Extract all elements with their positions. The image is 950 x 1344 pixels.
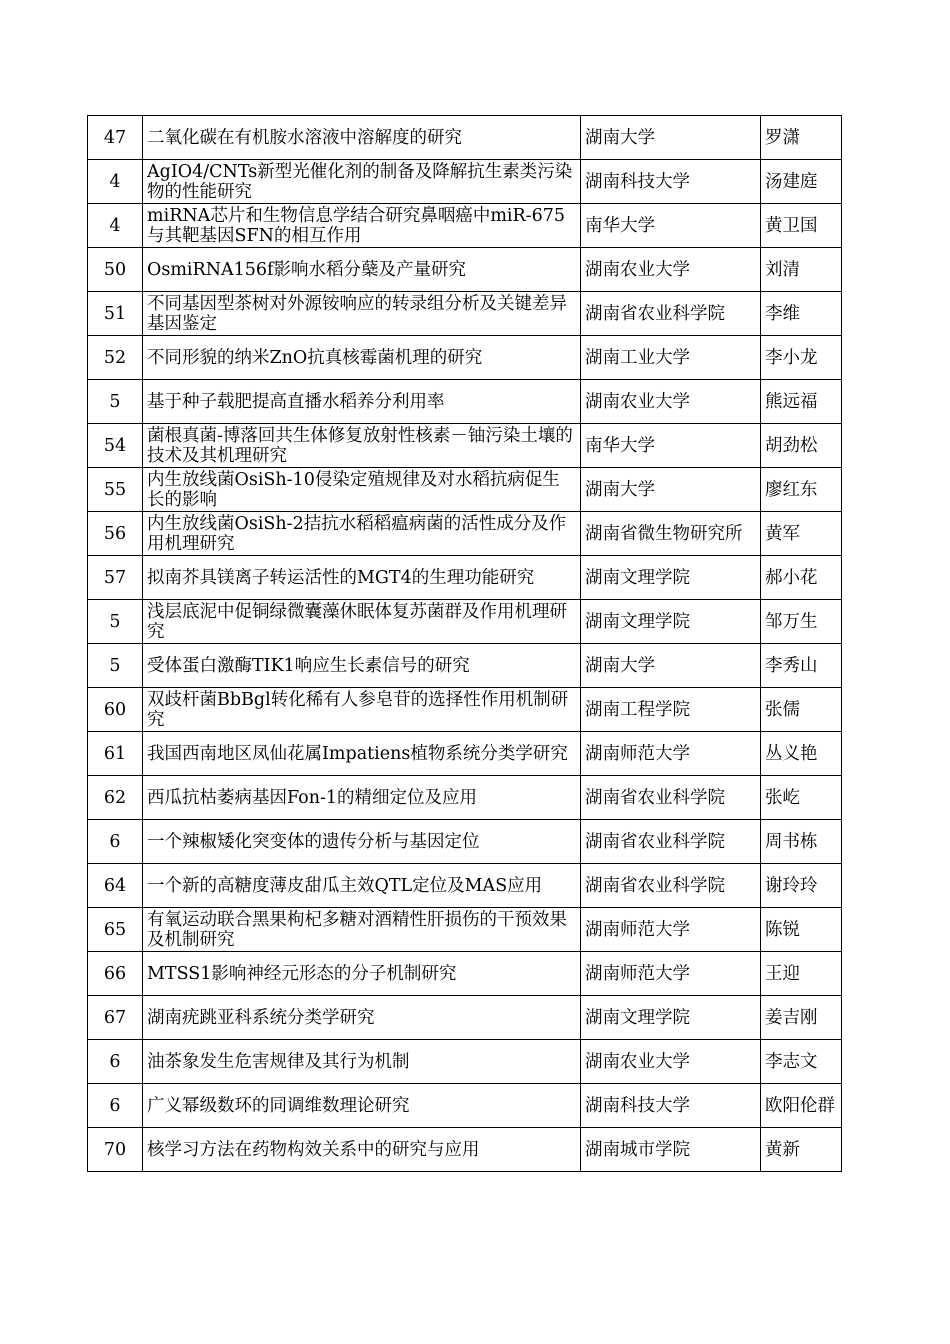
principal-investigator: 姜吉刚 bbox=[761, 996, 842, 1040]
row-number: 70 bbox=[88, 1128, 143, 1172]
project-title: OsmiRNA156f影响水稻分蘖及产量研究 bbox=[143, 248, 581, 292]
project-title: 有氧运动联合黑果枸杞多糖对酒精性肝损伤的干预效果及机制研究 bbox=[143, 908, 581, 952]
project-title: 拟南芥具镁离子转运活性的MGT4的生理功能研究 bbox=[143, 556, 581, 600]
principal-investigator: 欧阳伦群 bbox=[761, 1084, 842, 1128]
row-number: 61 bbox=[88, 732, 143, 776]
institution: 湖南文理学院 bbox=[581, 600, 761, 644]
table-row bbox=[88, 776, 842, 820]
principal-investigator: 谢玲玲 bbox=[761, 864, 842, 908]
project-title: miRNA芯片和生物信息学结合研究鼻咽癌中miR-675与其靶基因SFN的相互作用 bbox=[143, 204, 581, 248]
table-row bbox=[88, 644, 842, 688]
project-title: 广义幂级数环的同调维数理论研究 bbox=[143, 1084, 581, 1128]
principal-investigator: 熊远福 bbox=[761, 380, 842, 424]
project-title: 湖南疣跳亚科系统分类学研究 bbox=[143, 996, 581, 1040]
row-number: 54 bbox=[88, 424, 143, 468]
institution: 湖南科技大学 bbox=[581, 160, 761, 204]
institution: 湖南文理学院 bbox=[581, 996, 761, 1040]
table-row bbox=[88, 336, 842, 380]
table-row bbox=[88, 996, 842, 1040]
principal-investigator: 张儒 bbox=[761, 688, 842, 732]
institution: 南华大学 bbox=[581, 204, 761, 248]
row-number: 52 bbox=[88, 336, 143, 380]
project-title: 内生放线菌OsiSh-10侵染定殖规律及对水稻抗病促生长的影响 bbox=[143, 468, 581, 512]
institution: 湖南农业大学 bbox=[581, 380, 761, 424]
institution: 湖南大学 bbox=[581, 468, 761, 512]
table-row bbox=[88, 952, 842, 996]
table-row bbox=[88, 468, 842, 512]
principal-investigator: 李小龙 bbox=[761, 336, 842, 380]
project-title: MTSS1影响神经元形态的分子机制研究 bbox=[143, 952, 581, 996]
principal-investigator: 黄新 bbox=[761, 1128, 842, 1172]
principal-investigator: 丛义艳 bbox=[761, 732, 842, 776]
project-title: 不同形貌的纳米ZnO抗真核霉菌机理的研究 bbox=[143, 336, 581, 380]
institution: 湖南省农业科学院 bbox=[581, 292, 761, 336]
institution: 湖南省微生物研究所 bbox=[581, 512, 761, 556]
principal-investigator: 李志文 bbox=[761, 1040, 842, 1084]
principal-investigator: 王迎 bbox=[761, 952, 842, 996]
row-number: 60 bbox=[88, 688, 143, 732]
institution: 湖南农业大学 bbox=[581, 248, 761, 292]
row-number: 6 bbox=[88, 820, 143, 864]
principal-investigator: 邹万生 bbox=[761, 600, 842, 644]
row-number: 56 bbox=[88, 512, 143, 556]
principal-investigator: 周书栋 bbox=[761, 820, 842, 864]
principal-investigator: 黄卫国 bbox=[761, 204, 842, 248]
row-number: 5 bbox=[88, 380, 143, 424]
project-title: 不同基因型茶树对外源铵响应的转录组分析及关键差异基因鉴定 bbox=[143, 292, 581, 336]
project-title: 我国西南地区凤仙花属Impatiens植物系统分类学研究 bbox=[143, 732, 581, 776]
table-row bbox=[88, 1128, 842, 1172]
row-number: 65 bbox=[88, 908, 143, 952]
row-number: 67 bbox=[88, 996, 143, 1040]
project-title: 核学习方法在药物构效关系中的研究与应用 bbox=[143, 1128, 581, 1172]
row-number: 64 bbox=[88, 864, 143, 908]
table-row bbox=[88, 688, 842, 732]
institution: 湖南城市学院 bbox=[581, 1128, 761, 1172]
row-number: 4 bbox=[88, 160, 143, 204]
institution: 湖南师范大学 bbox=[581, 908, 761, 952]
institution: 湖南科技大学 bbox=[581, 1084, 761, 1128]
institution: 湖南大学 bbox=[581, 116, 761, 160]
table-row bbox=[88, 556, 842, 600]
principal-investigator: 廖红东 bbox=[761, 468, 842, 512]
project-title: 二氧化碳在有机胺水溶液中溶解度的研究 bbox=[143, 116, 581, 160]
table-row bbox=[88, 160, 842, 204]
table-row bbox=[88, 380, 842, 424]
institution: 湖南省农业科学院 bbox=[581, 864, 761, 908]
institution: 湖南工业大学 bbox=[581, 336, 761, 380]
table-row bbox=[88, 204, 842, 248]
row-number: 66 bbox=[88, 952, 143, 996]
principal-investigator: 李秀山 bbox=[761, 644, 842, 688]
project-title: 菌根真菌-博落回共生体修复放射性核素－铀污染土壤的技术及其机理研究 bbox=[143, 424, 581, 468]
table-row bbox=[88, 512, 842, 556]
principal-investigator: 罗潇 bbox=[761, 116, 842, 160]
principal-investigator: 陈锐 bbox=[761, 908, 842, 952]
project-title: 基于种子载肥提高直播水稻养分利用率 bbox=[143, 380, 581, 424]
table-row bbox=[88, 908, 842, 952]
institution: 南华大学 bbox=[581, 424, 761, 468]
principal-investigator: 胡劲松 bbox=[761, 424, 842, 468]
row-number: 6 bbox=[88, 1084, 143, 1128]
project-title: 一个辣椒矮化突变体的遗传分析与基因定位 bbox=[143, 820, 581, 864]
project-title: 双歧杆菌BbBgl转化稀有人参皂苷的选择性作用机制研究 bbox=[143, 688, 581, 732]
principal-investigator: 汤建庭 bbox=[761, 160, 842, 204]
institution: 湖南师范大学 bbox=[581, 732, 761, 776]
project-title: 受体蛋白激酶TIK1响应生长素信号的研究 bbox=[143, 644, 581, 688]
row-number: 6 bbox=[88, 1040, 143, 1084]
table-row bbox=[88, 1084, 842, 1128]
institution: 湖南省农业科学院 bbox=[581, 820, 761, 864]
project-title: 一个新的高糖度薄皮甜瓜主效QTL定位及MAS应用 bbox=[143, 864, 581, 908]
table-row bbox=[88, 600, 842, 644]
project-title: 西瓜抗枯萎病基因Fon-1的精细定位及应用 bbox=[143, 776, 581, 820]
institution: 湖南师范大学 bbox=[581, 952, 761, 996]
institution: 湖南大学 bbox=[581, 644, 761, 688]
table-row bbox=[88, 1040, 842, 1084]
project-table-body bbox=[88, 116, 842, 1172]
project-title: 内生放线菌OsiSh-2拮抗水稻稻瘟病菌的活性成分及作用机理研究 bbox=[143, 512, 581, 556]
row-number: 55 bbox=[88, 468, 143, 512]
table-row bbox=[88, 292, 842, 336]
project-title: 浅层底泥中促铜绿微囊藻休眠体复苏菌群及作用机理研究 bbox=[143, 600, 581, 644]
project-title: AgIO4/CNTs新型光催化剂的制备及降解抗生素类污染物的性能研究 bbox=[143, 160, 581, 204]
row-number: 50 bbox=[88, 248, 143, 292]
table-row bbox=[88, 864, 842, 908]
principal-investigator: 郝小花 bbox=[761, 556, 842, 600]
table-row bbox=[88, 732, 842, 776]
table-row bbox=[88, 116, 842, 160]
principal-investigator: 刘清 bbox=[761, 248, 842, 292]
project-table bbox=[87, 115, 842, 1172]
table-row bbox=[88, 248, 842, 292]
table-row bbox=[88, 820, 842, 864]
principal-investigator: 张屹 bbox=[761, 776, 842, 820]
principal-investigator: 李维 bbox=[761, 292, 842, 336]
principal-investigator: 黄军 bbox=[761, 512, 842, 556]
row-number: 51 bbox=[88, 292, 143, 336]
project-title: 油茶象发生危害规律及其行为机制 bbox=[143, 1040, 581, 1084]
row-number: 47 bbox=[88, 116, 143, 160]
institution: 湖南工程学院 bbox=[581, 688, 761, 732]
institution: 湖南农业大学 bbox=[581, 1040, 761, 1084]
row-number: 5 bbox=[88, 600, 143, 644]
institution: 湖南文理学院 bbox=[581, 556, 761, 600]
institution: 湖南省农业科学院 bbox=[581, 776, 761, 820]
row-number: 62 bbox=[88, 776, 143, 820]
table-row bbox=[88, 424, 842, 468]
row-number: 4 bbox=[88, 204, 143, 248]
row-number: 5 bbox=[88, 644, 143, 688]
row-number: 57 bbox=[88, 556, 143, 600]
